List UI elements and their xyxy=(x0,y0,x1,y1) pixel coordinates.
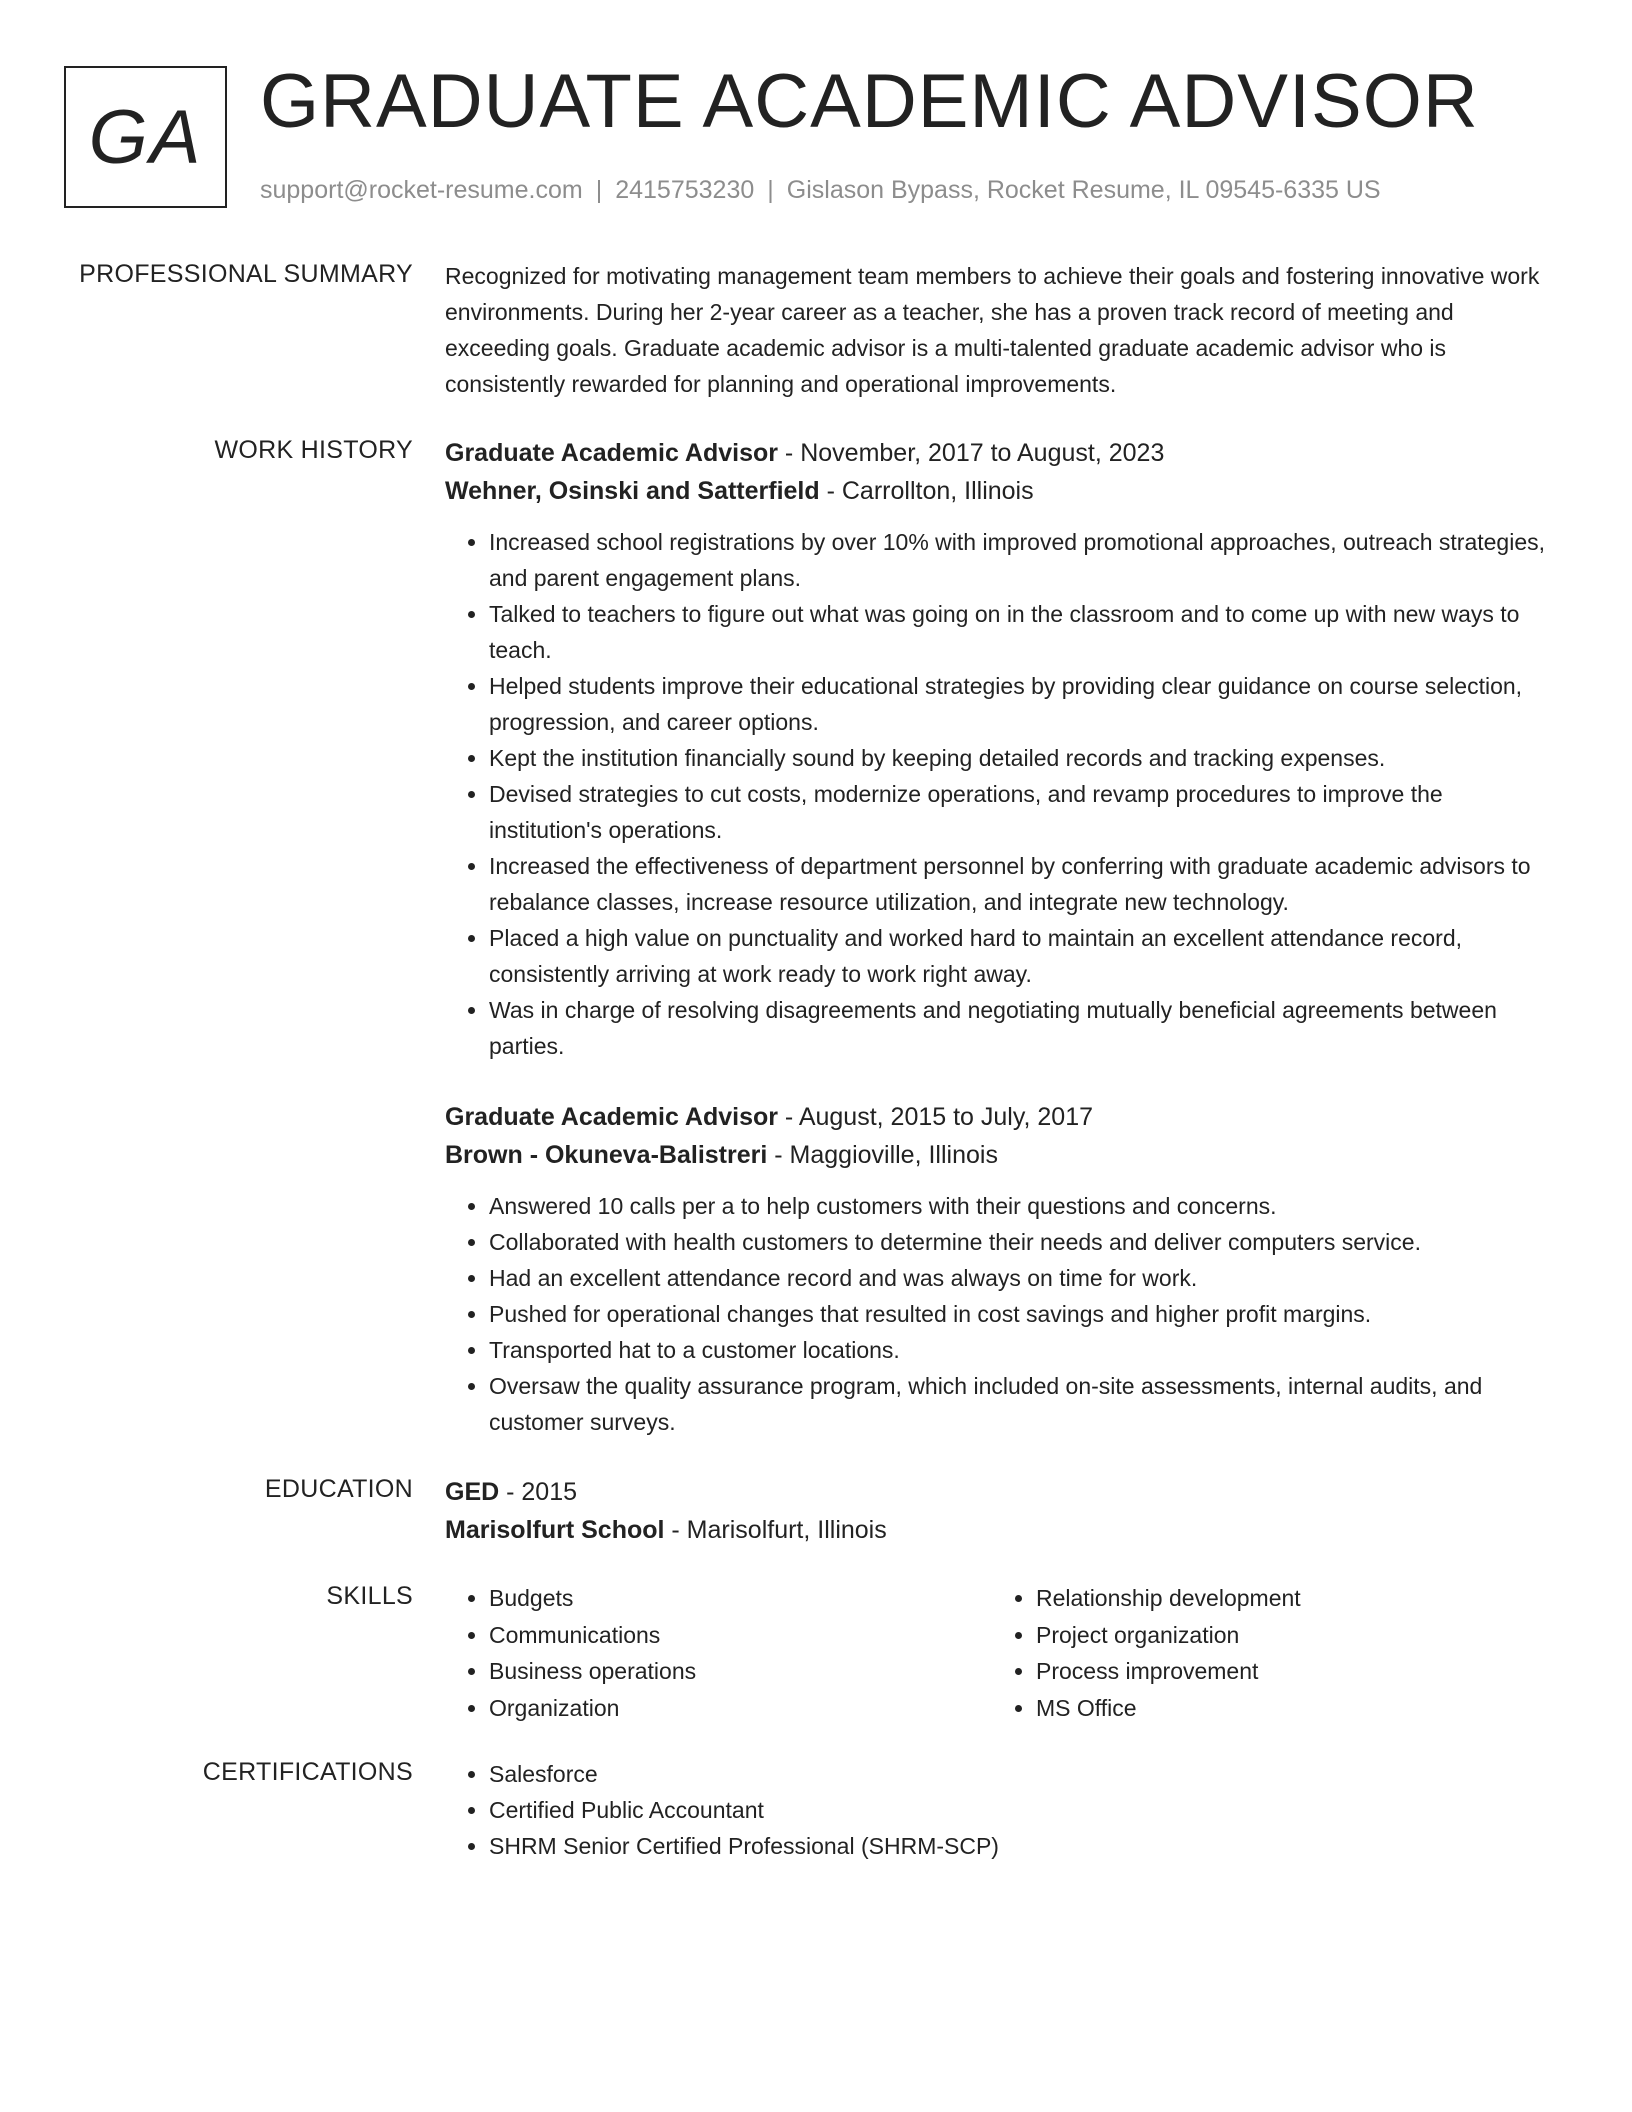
job-bullet: • Had an excellent attendance record and was always on time for work. xyxy=(489,1260,1560,1296)
contact-phone: 2415753230 xyxy=(615,176,755,204)
job-entry xyxy=(445,1098,1560,1440)
contact-separator: | xyxy=(767,176,774,204)
job-bullet: • Increased the effectiveness of department personnel by conferring with graduate academic advisors to rebalance classes, increase resource utilization, and integrate new technology. xyxy=(489,848,1560,920)
monogram-badge: GA xyxy=(64,66,227,208)
job-bullet: • Helped students improve their educational strategies by providing clear guidance on course selection, progression, and career options. xyxy=(489,668,1560,740)
job-bullet: • Collaborated with health customers to determine their needs and deliver computers service. xyxy=(489,1224,1560,1260)
job-entry xyxy=(445,434,1560,1064)
certification-item: • SHRM Senior Certified Professional (SHRM-SCP) xyxy=(489,1828,1560,1864)
contact-email: support@rocket-resume.com xyxy=(260,176,583,204)
job-title: Graduate Academic Advisor xyxy=(445,439,778,467)
job-title-line xyxy=(445,434,1560,472)
summary-text: Recognized for motivating management team members to achieve their goals and fostering innovative work environments. During her 2-year career as a teacher, she has a proven track record of meeting and exceeding goals. Graduate academic advisor is a multi-talented graduate academic advisor who is consistently rewarded for planning and operational improvements. xyxy=(445,263,1540,397)
job-bullets xyxy=(445,524,1560,1064)
skill-item: • Organization xyxy=(489,1690,992,1727)
contact-line xyxy=(260,174,1381,206)
skill-item: • Project organization xyxy=(1036,1617,1539,1654)
work-history-body xyxy=(445,434,1560,1440)
section-label-certifications: CERTIFICATIONS xyxy=(202,1758,413,1786)
job-bullet: • Placed a high value on punctuality and worked hard to maintain an excellent attendance record, consistently arriving at work ready to work right away. xyxy=(489,920,1560,992)
job-dates: - August, 2015 to July, 2017 xyxy=(777,1103,1094,1131)
job-bullet: • Increased school registrations by over 10% with improved promotional approaches, outreach strategies, and parent engagement plans. xyxy=(489,524,1560,596)
certifications-list xyxy=(445,1756,1560,1864)
job-company: Wehner, Osinski and Satterfield xyxy=(445,477,820,505)
skills-body xyxy=(445,1580,1560,1726)
education-degree-line xyxy=(445,1473,1560,1511)
contact-separator: | xyxy=(595,176,603,204)
job-location: - Carrollton, Illinois xyxy=(819,477,1034,505)
job-dates: - November, 2017 to August, 2023 xyxy=(777,439,1165,467)
job-title-line xyxy=(445,1098,1560,1136)
skill-item: • Relationship development xyxy=(1036,1580,1539,1617)
skill-item: • Business operations xyxy=(489,1653,992,1690)
contact-address: Gislason Bypass, Rocket Resume, IL 09545-6335 US xyxy=(786,176,1381,204)
skills-grid xyxy=(445,1580,1560,1726)
job-title: Graduate Academic Advisor xyxy=(445,1103,778,1131)
section-label-education: EDUCATION xyxy=(264,1475,413,1503)
education-year: - 2015 xyxy=(499,1478,578,1506)
skill-item: • Process improvement xyxy=(1036,1653,1539,1690)
job-bullet: • Talked to teachers to figure out what was going on in the classroom and to come up with new ways to teach. xyxy=(489,596,1560,668)
job-company-line xyxy=(445,472,1560,510)
section-label-summary: PROFESSIONAL SUMMARY xyxy=(79,260,413,288)
job-bullet: • Answered 10 calls per a to help customers with their questions and concerns. xyxy=(489,1188,1560,1224)
job-bullet: • Devised strategies to cut costs, modernize operations, and revamp procedures to improve the institution's operations. xyxy=(489,776,1560,848)
section-label-work-history: WORK HISTORY xyxy=(214,436,413,464)
job-bullet: • Kept the institution financially sound by keeping detailed records and tracking expenses. xyxy=(489,740,1560,776)
education-school-line xyxy=(445,1511,1560,1549)
job-bullet: • Oversaw the quality assurance program, which included on-site assessments, internal audits, and customer surveys. xyxy=(489,1368,1560,1440)
certifications-body xyxy=(445,1756,1560,1864)
job-company-line xyxy=(445,1136,1560,1174)
job-bullet: • Pushed for operational changes that resulted in cost savings and higher profit margins. xyxy=(489,1296,1560,1332)
job-bullet: • Was in charge of resolving disagreements and negotiating mutually beneficial agreements between parties. xyxy=(489,992,1560,1064)
certification-item: • Certified Public Accountant xyxy=(489,1792,1560,1828)
skill-item: • Communications xyxy=(489,1617,992,1654)
skills-column-left xyxy=(445,1580,992,1726)
certification-item: • Salesforce xyxy=(489,1756,1560,1792)
resume-title: GRADUATE ACADEMIC ADVISOR xyxy=(260,59,1479,144)
skills-column-right xyxy=(992,1580,1539,1726)
education-body xyxy=(445,1473,1560,1549)
education-school: Marisolfurt School xyxy=(445,1516,665,1544)
skill-item: • Budgets xyxy=(489,1580,992,1617)
section-label-skills: SKILLS xyxy=(326,1582,413,1610)
job-bullet: • Transported hat to a customer locations. xyxy=(489,1332,1560,1368)
education-degree: GED xyxy=(445,1478,500,1506)
job-bullets xyxy=(445,1188,1560,1440)
job-company: Brown - Okuneva-Balistreri xyxy=(445,1141,768,1169)
skill-item: • MS Office xyxy=(1036,1690,1539,1727)
education-location: - Marisolfurt, Illinois xyxy=(664,1516,887,1544)
job-location: - Maggioville, Illinois xyxy=(767,1141,998,1169)
